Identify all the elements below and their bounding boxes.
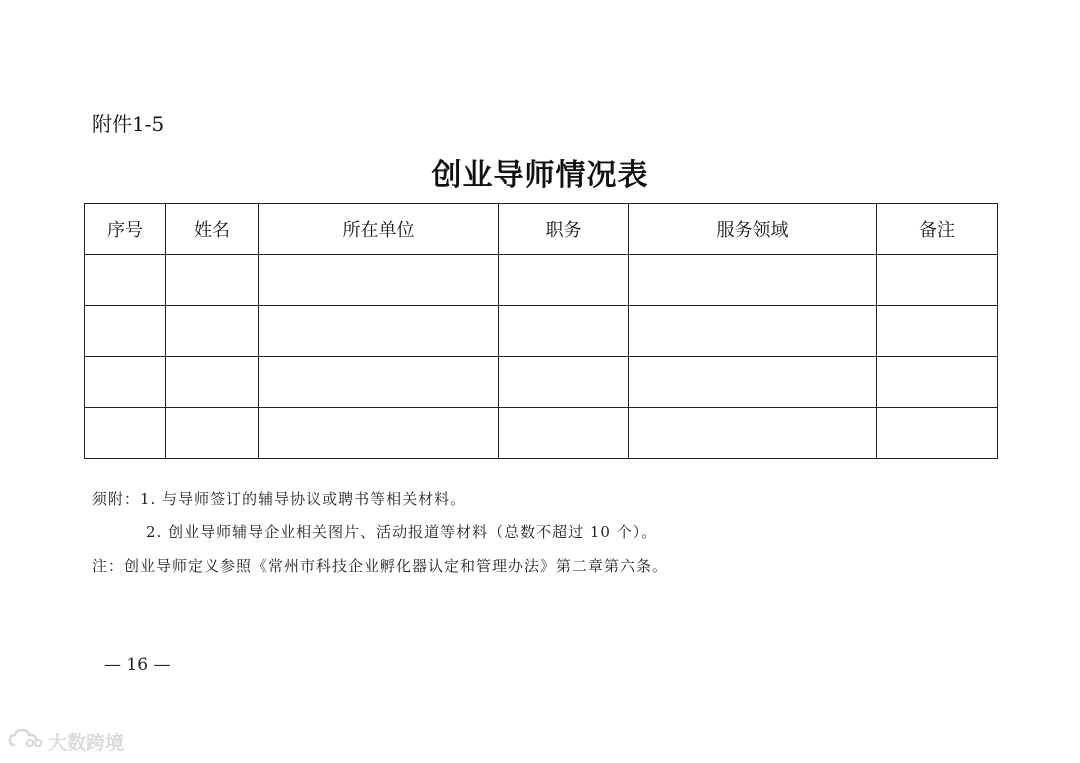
table-row — [85, 357, 998, 408]
table-cell — [259, 255, 499, 306]
header-serial-number: 序号 — [85, 204, 166, 255]
table-cell — [166, 255, 259, 306]
table-cell — [499, 408, 629, 459]
note-attachment-2: 2. 创业导师辅导企业相关图片、活动报道等材料（总数不超过 10 个）。 — [146, 523, 658, 541]
cloud-logo-icon — [8, 727, 44, 756]
table-header-row — [85, 204, 998, 255]
table-cell — [166, 357, 259, 408]
watermark — [8, 727, 124, 756]
table-row — [85, 408, 998, 459]
page-number: — 16 — — [104, 655, 171, 675]
note-definition: 注：创业导师定义参照《常州市科技企业孵化器认定和管理办法》第二章第六条。 — [92, 557, 669, 575]
table-cell — [629, 408, 877, 459]
table-cell — [629, 357, 877, 408]
header-name: 姓名 — [166, 204, 259, 255]
table-cell — [877, 408, 998, 459]
table-cell — [877, 357, 998, 408]
table-cell — [259, 306, 499, 357]
table-cell — [85, 306, 166, 357]
table-cell — [499, 306, 629, 357]
table-cell — [85, 357, 166, 408]
header-position: 职务 — [499, 204, 629, 255]
mentor-table — [84, 203, 998, 459]
table-cell — [877, 306, 998, 357]
watermark-text: 大数跨境 — [48, 732, 125, 754]
table-row — [85, 306, 998, 357]
table-cell — [499, 255, 629, 306]
table-cell — [166, 408, 259, 459]
table-cell — [166, 306, 259, 357]
table-cell — [85, 408, 166, 459]
table-cell — [877, 255, 998, 306]
table-cell — [85, 255, 166, 306]
table-cell — [629, 255, 877, 306]
note-attachment-1: 须附：1. 与导师签订的辅导协议或聘书等相关材料。 — [92, 490, 467, 508]
table-cell — [499, 357, 629, 408]
header-service-field: 服务领域 — [629, 204, 877, 255]
table-row — [85, 255, 998, 306]
header-remarks: 备注 — [877, 204, 998, 255]
page-title: 创业导师情况表 — [431, 158, 649, 193]
table-cell — [259, 408, 499, 459]
header-organization: 所在单位 — [259, 204, 499, 255]
table-cell — [259, 357, 499, 408]
attachment-label: 附件1-5 — [92, 112, 165, 136]
table-cell — [629, 306, 877, 357]
